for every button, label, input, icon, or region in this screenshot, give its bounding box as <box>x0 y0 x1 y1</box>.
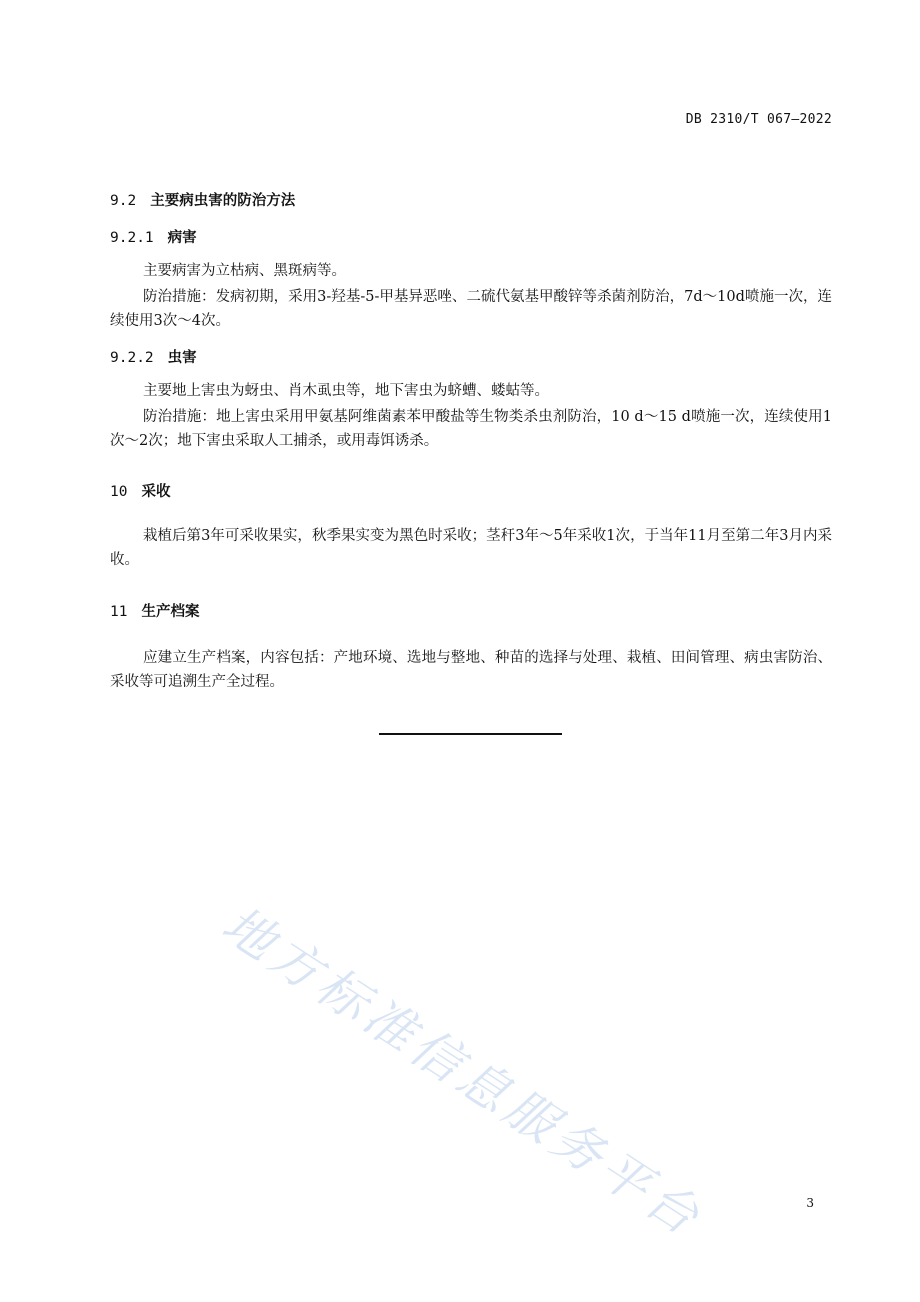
watermark: 地方标准信息服务平台 <box>212 895 714 1249</box>
section-heading-10 <box>110 480 170 501</box>
section-heading-9-2-2 <box>110 346 197 367</box>
section-title: 采收 <box>141 484 171 500</box>
section-heading-9-2 <box>110 189 295 210</box>
section-number: 9.2.1 <box>110 230 154 246</box>
section-number: 10 <box>110 484 128 500</box>
paragraph-pest-main: 主要地上害虫为蚜虫、肖木虱虫等，地下害虫为蛴螬、蝼蛄等。 <box>143 383 549 399</box>
section-number: 9.2 <box>110 193 137 209</box>
paragraph-harvest: 栽植后第3年可采收果实，秋季果实变为黑色时采收；茎秆3年～5年采收1次，于当年11月至第二年3月内采收。 <box>110 528 832 568</box>
section-title: 生产档案 <box>141 604 200 620</box>
paragraph-disease-control: 防治措施：发病初期，采用3-羟基-5-甲基异恶唑、二硫代氨基甲酸锌等杀菌剂防治，7d～10d喷施一次，连续使用3次～4次。 <box>110 289 832 329</box>
section-heading-11 <box>110 600 199 621</box>
paragraph-disease-main: 主要病害为立枯病、黑斑病等。 <box>143 263 346 279</box>
section-number: 11 <box>110 604 128 620</box>
document-code: DB 2310/T 067—2022 <box>685 112 832 127</box>
paragraph-pest-control: 防治措施：地上害虫采用甲氨基阿维菌素苯甲酸盐等生物类杀虫剂防治，10 d～15 d喷施一次，连续使用1次～2次；地下害虫采取人工捕杀，或用毒饵诱杀。 <box>110 409 832 449</box>
section-title: 主要病虫害的防治方法 <box>150 193 296 209</box>
section-title: 虫害 <box>167 350 197 366</box>
end-rule <box>379 733 562 735</box>
page-number: 3 <box>806 1196 814 1210</box>
section-heading-9-2-1 <box>110 226 197 247</box>
section-title: 病害 <box>167 230 197 246</box>
paragraph-records: 应建立生产档案，内容包括：产地环境、选地与整地、种苗的选择与处理、栽植、田间管理、病虫害防治、采收等可追溯生产全过程。 <box>110 650 832 690</box>
section-number: 9.2.2 <box>110 350 154 366</box>
